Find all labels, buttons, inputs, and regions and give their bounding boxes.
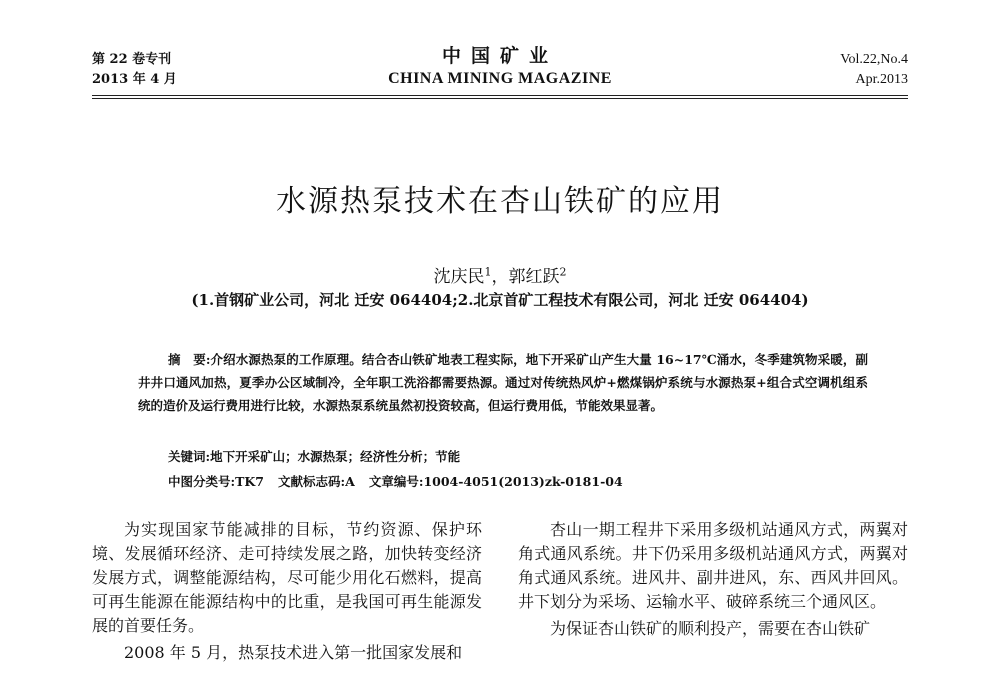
- journal-issue-info: [840, 50, 908, 90]
- article-title: 水源热泵技术在杏山铁矿的应用: [276, 184, 724, 219]
- author-name: 郭红跃: [508, 267, 560, 287]
- date-line: 2013 年 4 月: [92, 72, 177, 87]
- journal-name-cn: 中国矿业: [441, 45, 558, 67]
- doc-code-label: 文献标志码:: [278, 474, 346, 489]
- issue-date-line: Apr.2013: [855, 72, 908, 87]
- class-label: 中图分类号:: [168, 474, 236, 489]
- body-paragraph: 杏山一期工程井下采用多级机站通风方式，两翼对角式通风系统。井下仍采用多级机站通风方式，两翼对角式通风系统。进风井、副井进风，东、西风井回风。井下划分为采场、运输水平、破碎系统三个通风区。: [518, 520, 908, 611]
- article-number-value: 1004-4051(2013)zk-0181-04: [423, 474, 623, 489]
- header-rule-top: [92, 95, 908, 96]
- journal-name-en: CHINA MINING MAGAZINE: [388, 70, 612, 87]
- body-paragraph: 为实现国家节能减排的目标，节约资源、保护环境、发展循环经济、走可持续发展之路，加快转变经济发展方式，调整能源结构，尽可能少用化石燃料，提高可再生能源在能源结构中的比重，是我国可再生能源发展的首要任务。: [92, 520, 482, 635]
- body-paragraph: 为保证杏山铁矿的顺利投产，需要在杏山铁矿: [550, 619, 871, 638]
- keywords-line: [168, 447, 460, 465]
- author-separator: ，: [491, 267, 509, 287]
- vol-no-line: Vol.22,No.4: [840, 52, 908, 67]
- author-affiliation-mark: 2: [559, 265, 567, 279]
- keywords-label: 关键词:: [168, 449, 211, 464]
- header-rule-bottom: [92, 98, 908, 99]
- author-name: 沈庆民: [433, 267, 485, 287]
- doc-code-value: A: [345, 474, 355, 489]
- body-column-left: [92, 518, 482, 668]
- author-affiliation-mark: 1: [484, 265, 492, 279]
- affiliation-line: (1.首钢矿业公司，河北 迁安 064404;2.北京首矿工程技术有限公司，河北 迁安 064404): [191, 291, 809, 309]
- abstract-label: 摘 要:: [168, 352, 211, 367]
- class-value: TK7: [235, 474, 264, 489]
- keywords-text: 地下开采矿山；水源热泵；经济性分析；节能: [210, 449, 461, 464]
- abstract-block: [138, 348, 868, 417]
- abstract-text: 介绍水源热泵的工作原理。结合杏山铁矿地表工程实际，地下开采矿山产生大量 16~17℃涌水，冬季建筑物采暖，副井井口通风加热，夏季办公区域制冷，全年职工洗浴都需要热源。通过对传统热风炉+燃煤锅炉系统与水源热泵+组合式空调机组系统的造价及运行费用进行比较，水源热泵系统虽然初投资较高，但运行费用低，节能效果显著。: [138, 352, 868, 413]
- body-paragraph: 2008 年 5 月，热泵技术进入第一批国家发展和: [124, 643, 463, 662]
- classification-line: [168, 472, 623, 490]
- body-column-right: [518, 518, 908, 644]
- author-line: [0, 262, 1000, 287]
- article-number-label: 文章编号:: [368, 474, 424, 489]
- volume-line: 第 22 卷专刊: [92, 52, 172, 67]
